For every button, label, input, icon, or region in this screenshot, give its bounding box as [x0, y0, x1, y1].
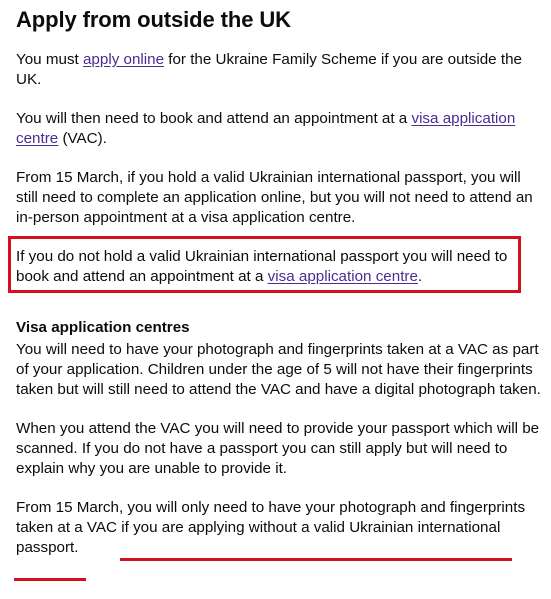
section-heading-visa-centres: Visa application centres — [16, 319, 190, 336]
emphasised-text: if you are applying without a valid Ukrainian international passport. — [16, 519, 501, 556]
paragraph-text: . — [417, 268, 423, 285]
red-underline-annotation — [120, 558, 512, 561]
paragraph-book-appointment — [16, 109, 544, 149]
paragraph-text: You must — [16, 51, 83, 68]
paragraph-passport-scan: When you attend the VAC you will need to provide your passport which will be scanned. If you do not have a passport you can still apply but will need to explain why you are unable to provide it. — [16, 420, 540, 477]
paragraph-text: for the Ukraine Family Scheme if you are outside the UK. — [16, 51, 522, 88]
paragraph-text: You will then need to book and attend an appointment at a — [16, 110, 412, 127]
red-highlight-box — [8, 236, 521, 293]
apply-online-link[interactable]: apply online — [82, 51, 165, 68]
visa-application-centre-link[interactable]: visa application centre — [16, 110, 516, 147]
paragraph-text: If you do not hold a valid Ukrainian international passport you will need to book and attend an appointment at a — [16, 248, 508, 285]
paragraph-photo-fingerprints: You will need to have your photograph and fingerprints taken at a VAC as part of your application. Children under the age of 5 will not have their fingerprints taken but will still need to attend the VAC and have a digital photograph taken. — [16, 341, 541, 398]
paragraph-text: (VAC). — [58, 130, 107, 147]
red-underline-annotation-2 — [14, 578, 86, 581]
visa-application-centre-link-2[interactable]: visa application centre — [267, 268, 418, 285]
paragraph-from-15-march — [16, 498, 544, 558]
paragraph-valid-passport: From 15 March, if you hold a valid Ukrainian international passport, you will still need to complete an application online, but you will not need to attend an in-person appointment at a visa application centre. — [16, 169, 533, 226]
paragraph-apply-online — [16, 50, 544, 90]
paragraph-text: From 15 March, you will only need to have your photograph and fingerprints taken at a VAC — [16, 499, 526, 536]
page-title: Apply from outside the UK — [16, 7, 291, 32]
